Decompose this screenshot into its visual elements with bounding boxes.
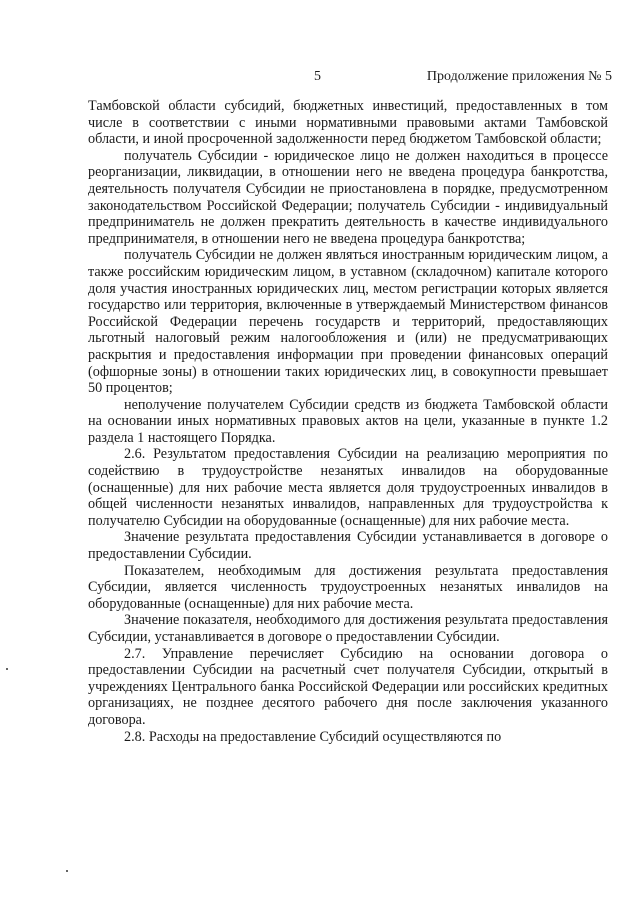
paragraph-4: неполучение получателем Субсидии средств из бюджета Тамбовской области на основании иных нормативных правовых актов на цели, указанные в пункте 1.2 раздела 1 настоящего Порядка.: [88, 396, 608, 446]
paragraph-2: получатель Субсидии - юридическое лицо не должен находиться в процессе реорганизации, ликвидации, в отношении него не введена процедура банкротства, деятельность получателя Субсидии не приостановлена в порядке, предусмотренном законодательством Российской Федерации; получатель Субсидии - индивидуальный предприниматель не должен прекратить деятельность в качестве индивидуального предпринимателя, в отношении него не введена процедура банкротства;: [88, 147, 608, 247]
paragraph-6: Значение результата предоставления Субсидии устанавливается в договоре о предоставлении Субсидии.: [88, 529, 608, 563]
scan-speck: [6, 668, 8, 670]
paragraph-7: Показателем, необходимым для достижения результата предоставления Субсидии, является численность трудоустроенных незанятых инвалидов на оборудованные (оснащенные) для них рабочие места.: [88, 562, 608, 612]
paragraph-1: Тамбовской области субсидий, бюджетных инвестиций, предоставленных в том числе в соответствии с иными нормативными правовыми актами Тамбовской области, и иной просроченной задолженности перед бюджетом Тамбовской области;: [88, 98, 608, 148]
page-number: 5: [314, 69, 321, 84]
running-head: Продолжение приложения № 5: [426, 69, 612, 84]
paragraph-8: Значение показателя, необходимого для достижения результата предоставления Субсидии, устанавливается в договоре о предоставлении Субсидии.: [88, 612, 608, 645]
paragraph-3: получатель Субсидии не должен являться иностранным юридическим лицом, а также российским юридическим лицом, в уставном (складочном) капитале которого доля участия иностранных юридических лиц, местом регистрации которых является государство или территория, включенные в утверждаемый Министерством финансов Российской Федерации перечень государств и территорий, предоставляющих льготный налоговый режим налогообложения и (или) не предусматривающих раскрытия и предоставления информации при проведении финансовых операций (офшорные зоны) в отношении таких юридических лиц, в совокупности превышает 50 процентов;: [88, 247, 608, 397]
paragraph-5: 2.6. Результатом предоставления Субсидии на реализацию мероприятия по содействию в трудоустройстве незанятых инвалидов на оборудованные (оснащенные) для них рабочие места является доля трудоустроенных инвалидов в общей численности незанятых инвалидов, направленных для трудоустройства к получателю Субсидии на оборудованные (оснащенные) для них рабочие места.: [88, 446, 608, 529]
scan-speck: [66, 870, 68, 872]
document-body: [88, 98, 608, 745]
paragraph-10: 2.8. Расходы на предоставление Субсидий осуществляются по: [124, 728, 502, 745]
paragraph-9: 2.7. Управление перечисляет Субсидию на основании договора о предоставлении Субсидии на расчетный счет получателя Субсидии, открытый в учреждениях Центрального банка Российской Федерации или российских кредитных организациях, не позднее десятого рабочего дня после заключения указанного договора.: [88, 645, 608, 728]
